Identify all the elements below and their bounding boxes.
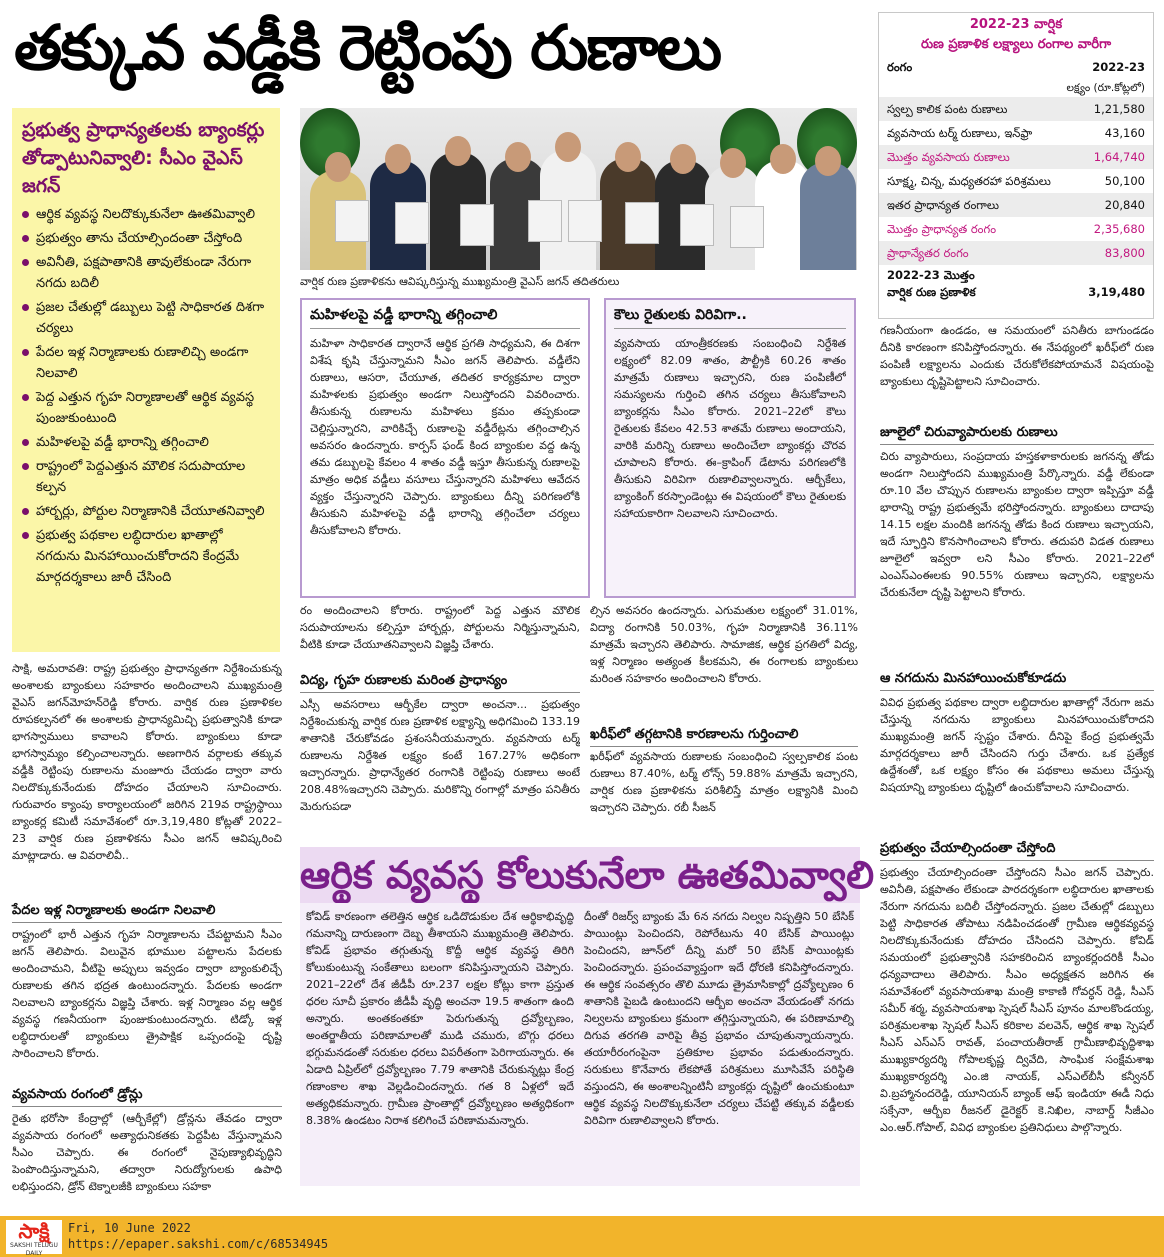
report-book <box>395 202 429 244</box>
list-item: ఆర్థిక వ్యవస్థ నిలదొక్కుకునేలా ఊతమివ్వాలి <box>22 204 270 225</box>
logo-subtext: SAKSHI TELUGU DAILY <box>10 1242 58 1257</box>
table-unit-row <box>879 79 1153 97</box>
person-head <box>720 148 746 178</box>
person-head <box>505 142 531 172</box>
tenant-box-text: వ్యవసాయ యాంత్రీకరణకు సంబంధించి నిర్దేశిత లక్ష్యంలో 82.09 శాతం, పౌల్ట్రీకి 60.26 శాతం మాత్రమే రుణాలు ఇచ్చారని, రుణ పంపిణీలో సమస్యలను గుర్తించి తగిన చర్యలు తీసుకోవాలని బ్యాంకర్లను సీఎం కోరారు. 2021–22లో కౌలు రైతులకు కేవలం 42.53 శాతమే రుణాలు అందాయని, వారికి మరిన్ని రుణాలు అందించేలా బ్యాంకర్లు చొరవ చూపాలని కోరారు. ఈ–క్రాపింగ్‌ డేటాను పరిగణలోకి తీసుకుని విరివిగా రుణాలివ్వాలన్నారు. ఆర్బీకేలు, బ్యాంకింగ్‌ కరస్పాండెంట్లు ఈ విషయంలో కౌలు రైతులకు సహాయకారిగా నిలవాలని సూచించారు. <box>614 337 846 520</box>
col2-continuation: రం అందించాలని కోరారు. రాష్ట్రంలో పెద్ద ఎత్తున మౌలిక సదుపాయాలను కల్పిస్తూ హార్బర్లు, పోర్టులను నిర్మిస్తున్నామని, వీటికి కూడా చేయూతనివ్వాలని విజ్ఞప్తి చేశారు. <box>300 604 580 651</box>
govt-section-text: ప్రభుత్వం చేయాల్సిందంతా చేస్తోందని సీఎం జగన్‌ చెప్పారు. అవినీతి, పక్షపాతం లేకుండా పారదర్శకంగా లబ్ధిదారుల ఖాతాలకు నేరుగా నగదును బదిలీ చేస్తోందన్నారు. ప్రజల చేతుల్లో డబ్బులు పెట్టి సాధికారత తోపాటు నడిపించడంతో గ్రామీణ ఆర్థికవ్యవస్థ నిలదొక్కుకునేందుకు దోహదం చేసిందని చెప్పారు. కోవిడ్‌ సమయంలో ప్రభుత్వానికి సహకరించిన బ్యాంకర్లందరికీ సీఎం ధన్యవాదాలు తెలిపారు. సీఎం అధ్యక్షతన జరిగిన ఈ సమావేశంలో వ్యవసాయశాఖ మంత్రి కాకాణి గోవర్ధన్‌ రెడ్డి, సీఎస్‌ సమీర్‌ శర్మ, వ్యవసాయశాఖ స్పెషల్‌ సీఎస్‌ పూనం మాలకొండయ్య, పరిశ్రమలశాఖ స్పెషల్‌ సీఎస్‌ కరికాల వలవెన్‌, ఆర్థిక శాఖ స్పెషల్‌ సీఎస్‌ ఎస్‌ఎస్‌ రావత్‌, పంచాయతీరాజ్‌ గ్రామీణాభివృద్ధిశాఖ ముఖ్యకార్యదర్శి గోపాలకృష్ణ ద్వివేది, సాంఘిక సంక్షేమశాఖ ముఖ్యకార్యదర్శి ఎం.జి నాయక్‌, ఎస్‌ఎల్‌బీసీ కన్వీనర్‌ వి.బ్రహ్మానందరెడ్డి, యూనియన్‌ బ్యాంక్‌ ఆఫ్‌ ఇండియా ఈడీ నిధు సక్సేనా, ఆర్బీఐ రీజనల్‌ డైరెక్టర్‌ కె.నిఖిల, నాబార్డ్‌ సీజీఎం ఎం.ఆర్‌.గోపాల్‌, వివిధ బ్యాంకుల ప్రతినిధులు పాల్గొన్నారు. <box>880 866 1154 1134</box>
banner-title: ఆర్థిక వ్యవస్థ కోలుకునేలా ఊతమివ్వాలి <box>300 853 875 897</box>
photo-caption: వార్షిక రుణ ప్రణాళికను ఆవిష్కరిస్తున్న ముఖ్యమంత్రి వైఎస్‌ జగన్‌ తదితరులు <box>300 275 620 288</box>
kharif-section-text: ఖరీఫ్‌లో వ్యవసాయ రుణాలకు సంబంధించి స్వల్పకాలిక పంట రుణాలు 87.40%, టర్మ్‌ లోన్స్‌ 59.88% మాత్రమే ఇచ్చారని, వార్షిక రుణ ప్రణాళికను పరిశీలిస్తే మాత్రం లక్ష్యానికి మించి ఇచ్చారని చెప్పారు. రబీ సీజన్‌ <box>590 750 858 814</box>
priority-box <box>12 108 280 652</box>
person-head <box>670 144 696 174</box>
list-item: పెద్ద ఎత్తున గృహ నిర్మాణాలతో ఆర్థిక వ్యవస్థ పుంజుకుంటుంది <box>22 387 270 429</box>
col4-continuation: గణనీయంగా ఉండడం, ఆ సమయంలో పనితీరు బాగుండడం దీనికి కారణంగా కనిపిస్తోందన్నారు. ఈ నేపథ్యంలో ఖరీఫ్‌లో రుణ పంపిణీ లక్ష్యాలను ఎందుకు చేరుకోలేకపోయామనే విషయంపై బ్యాంకులు దృష్టిపెట్టాలని సూచించారు. <box>880 324 1154 388</box>
person-head <box>325 152 351 182</box>
report-book <box>625 202 659 244</box>
govt-section-title: ప్రభుత్వం చేయాల్సిందంతా చేస్తోంది <box>880 838 1154 861</box>
drones-section-title: వ్యవసాయ రంగంలో డ్రోన్లు <box>12 1084 282 1107</box>
report-book <box>528 200 562 242</box>
person-head <box>555 132 581 162</box>
table-header-row <box>879 55 1153 79</box>
list-item: అవినీతి, పక్షపాతానికి తావులేకుండా నేరుగా నగదు బదిలీ <box>22 252 270 294</box>
table-title-line1: 2022-23 వార్షిక <box>969 17 1063 32</box>
row-label: ఇతర ప్రాధాన్యత రంగాలు <box>887 198 999 212</box>
col3-continuation: ల్సిన అవసరం ఉందన్నారు. ఎగుమతుల లక్ష్యంలో 31.01%, విద్యా రంగానికి 50.03%, గృహ నిర్మాణానికి 36.11% మాత్రమే ఇచ్చారని తెలిపారు. సామాజిక, ఆర్థిక ప్రగతిలో విద్య, ఇళ్ల నిర్మాణం అత్యంత కీలకమని, ఈ రంగాలకు బ్యాంకులు మరింత సహకారం అందించాలని కోరారు. <box>590 604 858 685</box>
tenant-farmer-box <box>604 298 856 598</box>
list-item: పేదల ఇళ్ల నిర్మాణాలకు రుణాలిచ్చి అండగా నిలవాలి <box>22 342 270 384</box>
table-total-row <box>879 265 1153 303</box>
list-item: ప్రభుత్వం తాను చేయాల్సిందంతా చేస్తోంది <box>22 228 270 249</box>
economy-text-right: దీంతో రిజర్వ్‌ బ్యాంకు మే 6న నగదు నిల్వల నిష్పత్తిని 50 బేసిక్‌ పాయింట్లు పెంచిందని, రెపోరేటును 40 బేసిక్‌ పాయింట్లు పెంచిందని, జూన్‌లో దీన్ని మరో 50 బేసిక్‌ పాయింట్లకు పెంచిందన్నారు. ప్రపంచవ్యాప్తంగా ఇదే ధోరణి కనిపిస్తోందన్నారు. ఈ ఆర్థిక సంవత్సరం తొలి మూడు త్రైమాసికాల్లో ద్రవ్యోల్బణం 6 శాతానికి పైబడి ఉంటుందని ఆర్బీఐ అంచనా వేయడంతో నగదు నిల్వలను బ్యాంకులు క్రమంగా తగ్గిస్తున్నాయని, ఈ పరిణామాల్ని దిగువ తరగతి వారిపై తీవ్ర ప్రభావం చూపుతున్నాయన్నారు. తయారీరంగంపైనా ప్రతికూల ప్రభావం పడుతుందన్నారు. సరుకులు కొనేవారు లేకపోతే పరిశ్రమలు మూసివేసే పరిస్థితి వస్తుందని, ఈ అంశాలన్నింటినీ బ్యాంకర్లు దృష్టిలో ఉంచుకుంటూ ఆర్థిక వ్యవస్థ నిలదొక్కుకునేలా చర్యలు చేపట్టి తక్కువ వడ్డీలకు విరివిగా రుణాలివ్వాలని కోరారు. <box>584 910 854 1127</box>
row-label: సూక్ష్మ, చిన్న, మధ్యతరహా పరిశ్రమలు <box>887 174 1051 188</box>
edu-section-text: ఎస్సీ అవసరాలు ఆర్బీకేల ద్వారా అంచనా... ప్రభుత్వం నిర్దేశించుకున్న వార్షిక రుణ ప్రణాళిక లక్ష్యాన్ని అధిగమించి 133.19 శాతానికి చేరుకోవడం ప్రశంసనీయమన్నారు. వ్యవసాయ టర్మ్‌ రుణాలను నిర్దేశిత లక్ష్యం కంటే 167.27% అధికంగా ఇచ్చారన్నారు. ప్రాధాన్యేతర రంగానికి రెట్టింపు రుణాలు అంటే 208.48%ఇచ్చారని చెప్పారు. మరికొన్ని రంగాల్లో మాత్రం పనితీరు మెరుగుపడా <box>300 698 580 813</box>
row-value: 50,100 <box>1104 174 1145 188</box>
col-sector: రంగం <box>887 60 913 74</box>
row-value: 83,800 <box>1104 246 1145 260</box>
news-photo <box>300 108 857 270</box>
loan-plan-table <box>878 12 1154 319</box>
person-head <box>445 136 471 166</box>
row-label: మొత్తం ప్రాధాన్యత రంగం <box>887 222 997 236</box>
row-label: స్వల్ప కాలిక పంట రుణాలు <box>887 102 1008 116</box>
table-row <box>879 121 1153 145</box>
table-title-line2: రుణ ప్రణాళిక లక్ష్యాలు రంగాల వారీగా <box>920 37 1112 52</box>
person-head <box>615 142 641 172</box>
footer-date: Fri, 10 June 2022 <box>68 1221 191 1235</box>
row-value: 1,64,740 <box>1093 150 1145 164</box>
list-item: మహిళలపై వడ్డీ భారాన్ని తగ్గించాలి <box>22 432 270 453</box>
footer-url[interactable]: https://epaper.sakshi.com/c/68534945 <box>68 1237 329 1251</box>
women-interest-box <box>300 298 590 598</box>
sakshi-logo <box>6 1219 62 1257</box>
list-item: రాష్ట్రంలో పెద్దఎత్తున మౌలిక సదుపాయాల కల్పన <box>22 456 270 498</box>
logo-text: సాక్షి <box>18 1219 50 1243</box>
person <box>800 162 856 270</box>
list-item: ప్రజల చేతుల్లో డబ్బులు పెట్టి సాధికారత దిశగా చర్యలు <box>22 297 270 339</box>
person-head <box>815 146 841 176</box>
person-head <box>770 144 796 174</box>
row-label: ప్రాధాన్యేతర రంగం <box>887 246 969 260</box>
list-item: ప్రభుత్వ పథకాల లబ్ధిదారుల ఖాతాల్లో నగదును మినహాయించుకోరాదని కేంద్రమే మార్గదర్శకాలు జారీ చేసింది <box>22 525 270 588</box>
table-row <box>879 241 1153 265</box>
row-value: 2,35,680 <box>1093 222 1145 236</box>
table-row <box>879 145 1153 169</box>
row-label: వ్యవసాయ టర్మ్‌ రుణాలు, ఇన్‌ఫ్రా <box>887 126 1033 140</box>
women-box-text: మహిళా సాధికారత ద్వారానే ఆర్థిక ప్రగతి సాధ్యమని, ఈ దిశగా విశేష కృషి చేస్తున్నామని సీఎం జగన్‌ తెలిపారు. వడ్డీలేని రుణాలు, ఆసరా, చేయూత, తదితర కార్యక్రమాల ద్వారా మహిళలకు ప్రభుత్వం అండగా నిలుస్తోందని వివరించారు. తీసుకున్న రుణాలను మహిళలు క్రమం తప్పకుండా చెల్లిస్తున్నారని, వారికిచ్చే రుణాలపై వడ్డీరేట్లను తగ్గించాల్సిన అవసరం ఉందన్నారు. కార్పస్‌ ఫండ్‌ కింద బ్యాంకుల వద్ద ఉన్న తమ డబ్బులపై కేవలం 4 శాతం వడ్డీ ఇస్తూ తీసుకున్న రుణాలపై మాత్రం అధిక వడ్డీలు వసూలు చేస్తున్నారని మహిళలు ఆవేదన వ్యక్తం చేస్తున్నారని చెప్పారు. బ్యాంకులు దీన్ని పరిగణలోకి తీసుకుని మహిళలపై వడ్డీ భారాన్ని తగ్గించేలా చర్యలు తీసుకోవాలని కోరారు. <box>310 337 580 537</box>
kharif-section-title: ఖరీఫ్‌లో తగ్గటానికి కారణాలను గుర్తించాలి <box>590 724 858 747</box>
row-value: 20,840 <box>1104 198 1145 212</box>
report-book <box>335 200 369 242</box>
headline: తక్కువ వడ్డీకి రెట్టింపు రుణాలు <box>14 11 721 84</box>
july-section-text: చిరు వ్యాపారులు, సంప్రదాయ హస్తకళాకారులకు జగనన్న తోడు అండగా నిలుస్తోందని ముఖ్యమంత్రి పేర్కొన్నారు. వడ్డీ లేకుండా రూ.10 వేల చొప్పున రుణాలను బ్యాంకుల ద్వారా ఇప్పిస్తూ వడ్డీ భారాన్ని రాష్ట్ర ప్రభుత్వమే భరిస్తోందన్నారు. బ్యాంకులు దాదాపు 14.15 లక్షల మందికి జగనన్న తోడు కింద రుణాలు ఇచ్చాయని, ఇదే స్ఫూర్తిని కొనసాగించాలని కోరారు. తదుపరి విడత రుణాలు జూలైలో ఇవ్వరా లని సీఎం కోరారు. 2021–22లో ఎంఎస్‌ఎంఈలకు 90.55% రుణాలు ఇచ్చారని, లక్ష్యాలను చేరుకునేలా దృష్టి పెట్టాలని కోరారు. <box>880 450 1154 599</box>
cash-section-text: వివిధ ప్రభుత్వ పథకాల ద్వారా లబ్ధిదారుల ఖాతాల్లో నేరుగా జమ చేస్తున్న నగదును బ్యాంకులు మినహాయించుకోరాదని ముఖ్యమంత్రి జగన్‌ స్పష్టం చేశారు. దీనిపై కేంద్ర ప్రభుత్వమే మార్గదర్శకాలు జారీ చేసిందని గుర్తు చేశారు. ఒక ప్రత్యేక ఉద్దేశంతో, ఒక లక్ష్యం కోసం ఈ పథకాలు అమలు చేస్తున్న విషయాన్ని బ్యాంకులు దృష్టిలో ఉంచుకోవాలని సూచించారు. <box>880 696 1154 794</box>
total-value: 3,19,480 <box>1088 285 1145 299</box>
row-value: 43,160 <box>1104 126 1145 140</box>
women-box-title: మహిళలపై వడ్డీ భారాన్ని తగ్గించాలి <box>310 302 580 329</box>
table-unit: లక్ష్యం (రూ.కోట్లలో) <box>1066 82 1145 94</box>
report-book <box>730 206 764 248</box>
report-book <box>568 200 602 242</box>
lead-paragraph: సాక్షి, అమరావతి: రాష్ట్ర ప్రభుత్వం ప్రాధాన్యతగా నిర్దేశించుకున్న అంశాలకు బ్యాంకులు సహకారం అందించాలని ముఖ్యమంత్రి వైఎస్‌ జగన్‌మోహన్‌రెడ్డి కోరారు. వార్షిక రుణ ప్రణాళికల రూపకల్పనలో ఈ అంశాలకు ప్రాధాన్యమిచ్చి ప్రభుత్వానికి కూడా భాగస్వాములు కావాలని కోరారు. బ్యాంకులు కూడా భాగస్వామ్యం కల్పించాలన్నారు. అణగారిన వర్గాలకు తక్కువ వడ్డీకి రెట్టింపు రుణాలను మంజూరు చేయడం ద్వారా వారు నిలదొక్కుకునేందుకు దోహదం చేయాలని సూచించారు. గురువారం క్యాంపు కార్యాలయంలో జరిగిన 219వ రాష్ట్రస్థాయి బ్యాంకర్ల కమిటీ సమావేశంలో రూ.3,19,480 కోట్లతో 2022–23 వార్షిక రుణ ప్రణాళికను సీఎం జగన్‌ ఆవిష్కరించి మాట్లాడారు. ఆ వివరాలివీ.. <box>12 662 282 862</box>
edu-section-title: విద్య, గృహ రుణాలకు మరింత ప్రాధాన్యం <box>300 670 580 693</box>
report-book <box>460 204 494 246</box>
poor-section-title: పేదల ఇళ్ల నిర్మాణాలకు అండగా నిలవాలి <box>12 900 282 923</box>
total-label-2: వార్షిక రుణ ప్రణాళిక <box>887 285 976 299</box>
table-row <box>879 193 1153 217</box>
table-row <box>879 169 1153 193</box>
report-book <box>680 204 714 246</box>
col-year: 2022-23 <box>1092 60 1145 74</box>
priority-list <box>22 204 270 588</box>
list-item: హార్బర్లు, పోర్టుల నిర్మాణానికి చేయూతనివ్వాలి <box>22 501 270 522</box>
table-row <box>879 217 1153 241</box>
row-value: 1,21,580 <box>1093 102 1145 116</box>
tenant-box-title: కౌలు రైతులకు విరివిగా.. <box>614 302 846 329</box>
drones-section-text: రైతు భరోసా కేంద్రాల్లో (ఆర్బీకేల్లో) డ్రోన్లను తేవడం ద్వారా వ్యవసాయ రంగంలో అత్యాధునికతకు పెద్దపీట వేస్తున్నామని సీఎం చెప్పారు. ఈ రంగంలో నైపుణ్యాభివృద్ధిని పెంపొందిస్తున్నామని, తద్వారా నిరుద్యోగులకు ఉపాధి లభిస్తుందని, డ్రోన్‌ టెక్నాలజీకి బ్యాంకులు సహకా <box>12 1112 282 1193</box>
poor-section-text: రాష్ట్రంలో భారీ ఎత్తున గృహ నిర్మాణాలను చేపట్టామని సీఎం జగన్‌ తెలిపారు. విలువైన భూముల పట్టాలను పేదలకు అందించామని, వీటిపై అప్పులు ఇవ్వడం ద్వారా బ్యాంకులిచ్చే రుణాలకు తగిన భద్రత ఉంటుందన్నారు. పేదలకు అండగా నిలవాలని బ్యాంకర్లను విజ్ఞప్తి చేశారు. ఇళ్ల నిర్మాణం వల్ల ఆర్థిక వ్యవస్థ గణనీయంగా పుంజుకుంటుందన్నారు. టిడ్కో ఇళ్ల లబ్ధిదారులతో బ్యాంకులు త్రైపాక్షిక ఒప్పందంపై దృష్టి సారించాలని కోరారు. <box>12 928 282 1060</box>
cash-section-title: ఆ నగదును మినహాయించుకోకూడదు <box>880 668 1154 691</box>
table-title <box>879 13 1153 55</box>
priority-title: ప్రభుత్వ ప్రాధాన్యతలకు బ్యాంకర్లు తోడ్పాటునివ్వాలి: సీఎం వైఎస్‌ జగన్‌ <box>22 119 265 197</box>
total-label-1: 2022-23 మొత్తం <box>887 268 975 282</box>
row-label: మొత్తం వ్యవసాయ రుణాలు <box>887 150 1010 164</box>
person-head <box>385 144 411 174</box>
economy-banner <box>300 847 875 903</box>
economy-text-left: కోవిడ్‌ కారణంగా తలెత్తిన ఆర్థిక ఒడిదొడుకుల దేశ ఆర్థికాభివృద్ధి గమనాన్ని దారుణంగా దెబ్బ తీశాయని ముఖ్యమంత్రి తెలిపారు. కోవిడ్‌ ప్రభావం తగ్గుతున్న కొద్దీ ఆర్థిక వ్యవస్థ తిరిగి కోలుకుంటున్న సంకేతాలు బలంగా కనిపిస్తున్నాయని చెప్పారు. 2021–22లో దేశ జీడీపీ రూ.237 లక్షల కోట్లు కాగా ప్రస్తుత ధరల సూచీ ప్రకారం జీడీపీ వృద్ధి అంచనా 19.5 శాతంగా ఉంది అన్నారు. అంతకంతకూ పెరుగుతున్న ద్రవ్యోల్బణం, అంతర్జాతీయ పరిణామాలతో ముడి చమురు, బొగ్గు ధరలు భగ్గుమనడంతో సరుకుల ధరలు విపరీతంగా పెరిగాయన్నారు. ఈ ఏడాది ఏప్రిల్‌లో ద్రవ్యోల్బణం 7.79 శాతానికి చేరుకున్నట్లు కేంద్ర గణాంకాల శాఖ వెల్లడించిందన్నారు. గత 8 ఏళ్లలో ఇదే అత్యధికమన్నారు. గ్రామీణ ప్రాంతాల్లో ద్రవ్యోల్బణం అత్యధికంగా 8.38% ఉండటం నిరాశ కలిగించే పరిణామమన్నారు. <box>306 910 574 1127</box>
july-section-title: జూలైలో చిరువ్యాపారులకు రుణాలు <box>880 422 1154 445</box>
table-row <box>879 97 1153 121</box>
